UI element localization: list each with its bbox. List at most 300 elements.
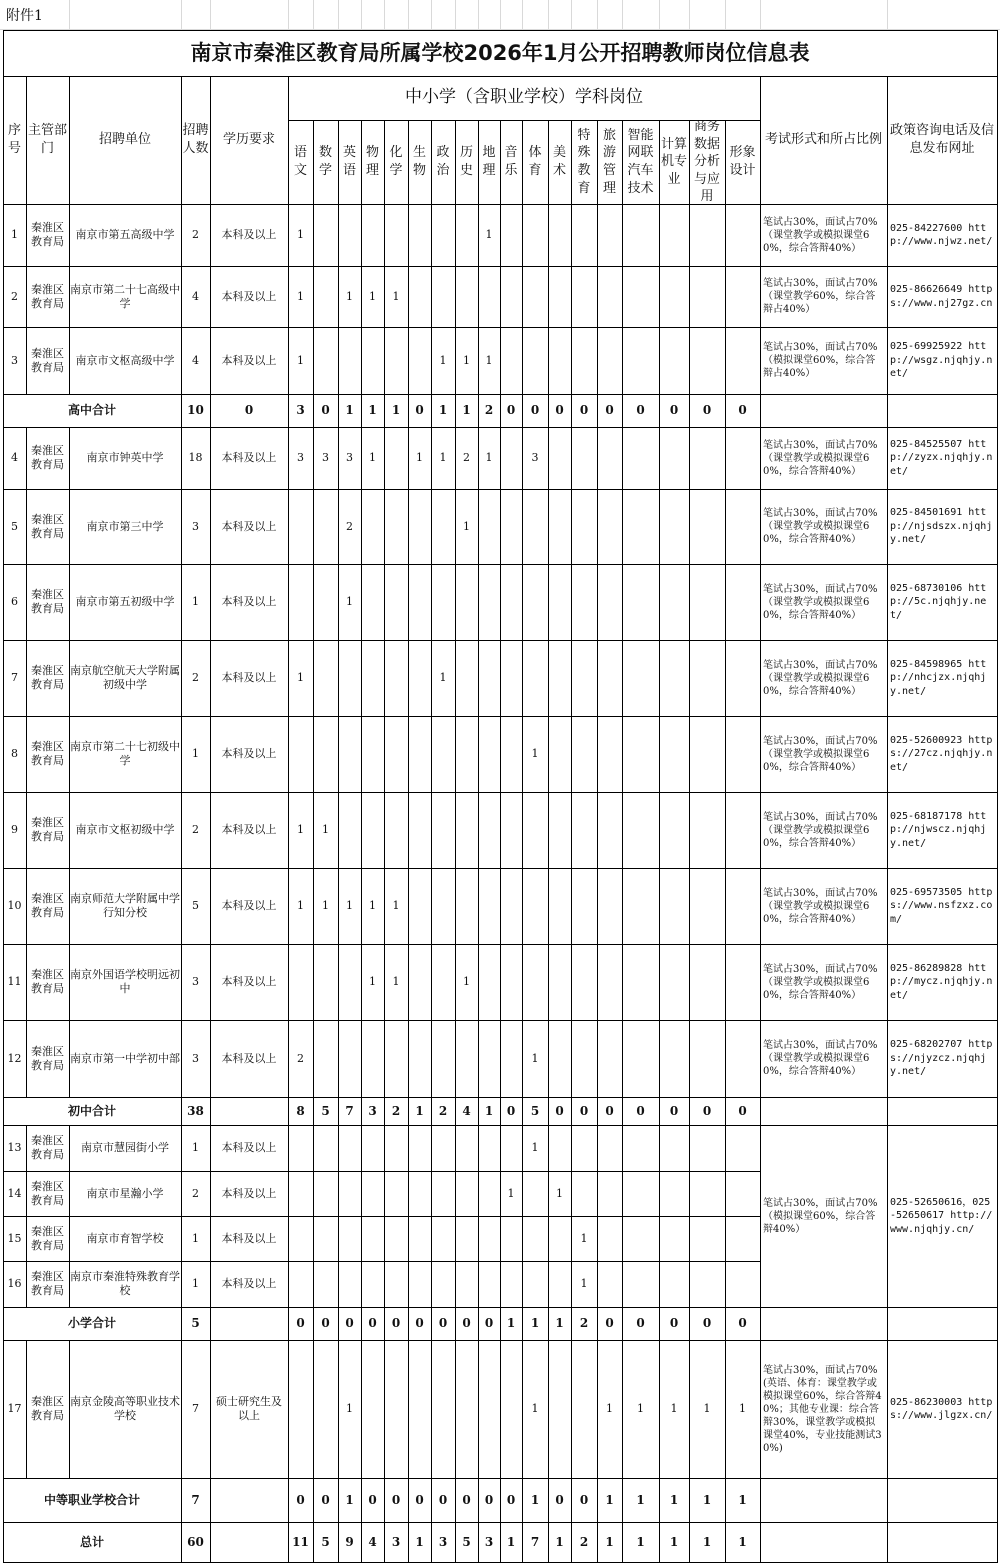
row-subject-value	[571, 868, 597, 944]
row-subject-value	[622, 1020, 659, 1097]
row-subject-value	[384, 427, 408, 489]
header-subject-6: 政治	[436, 145, 450, 178]
row-subject-value	[622, 564, 659, 640]
row-dept: 秦淮区教育局	[31, 346, 64, 374]
subtotal-value: 5	[462, 1534, 471, 1549]
row-subject-value	[725, 868, 760, 944]
row-subject-value	[725, 792, 760, 868]
row-subject-value	[478, 868, 500, 944]
subtotal-value: 1	[462, 403, 471, 417]
row-subject-value	[338, 1216, 361, 1261]
row-count: 18	[188, 451, 203, 465]
row-subject-value	[478, 792, 500, 868]
exam-format-primary: 笔试占30%，面试占70%（模拟课堂60%，综合答辩40%）	[763, 1197, 878, 1235]
row-subject-value	[431, 1261, 455, 1307]
row-dept: 秦淮区教育局	[31, 664, 64, 691]
subtotal-value: 1	[506, 1534, 516, 1549]
row-subject-value: 1	[507, 1186, 515, 1200]
row-edu: 本科及以上	[221, 451, 277, 465]
row-subject-value	[725, 564, 760, 640]
row-edu: 本科及以上	[221, 1141, 277, 1155]
contact-info: 025-68202707 https://njyzcz.njqhjy.net/	[890, 1039, 993, 1078]
row-unit: 南京市第二十七高级中学	[70, 282, 180, 310]
row-subject-value	[571, 944, 597, 1020]
header-subject-11: 美术	[552, 145, 566, 178]
row-subject-value: 1	[297, 353, 304, 367]
subtotal-value: 1	[345, 403, 354, 417]
subtotal-value: 1	[415, 1103, 424, 1118]
row-subject-value	[288, 1216, 313, 1261]
row-subject-value	[500, 564, 522, 640]
row-subject-value	[338, 1261, 361, 1307]
subtotal-value: 8	[296, 1103, 305, 1118]
subtotal-value: 0	[484, 1492, 494, 1507]
row-subject-value	[597, 944, 622, 1020]
row-subject-value	[689, 1020, 725, 1097]
row-subject-value: 1	[297, 671, 304, 685]
row-subject-value	[361, 489, 384, 564]
row-subject-value: 1	[439, 353, 447, 367]
subtotal-value: 2	[579, 1534, 589, 1549]
row-subject-value	[338, 640, 361, 716]
subtotal-value: 1	[438, 403, 448, 417]
subtotal-value: 1	[484, 1103, 494, 1118]
exam-format: 笔试占30%，面试占70%（课堂教学或模拟课堂60%，综合答辩40%）	[763, 1040, 878, 1077]
row-count: 2	[192, 228, 199, 242]
header-exam: 考试形式和所占比例	[764, 132, 882, 148]
subtotal-value: 0	[579, 403, 589, 417]
row-seq: 4	[11, 451, 18, 465]
row-subject-value	[725, 1171, 760, 1216]
row-subject-value: 1	[369, 451, 376, 465]
row-subject-value	[725, 266, 760, 327]
row-subject-value	[384, 1020, 408, 1097]
row-subject-value	[522, 204, 548, 266]
row-edu: 本科及以上	[221, 289, 277, 303]
row-subject-value	[522, 489, 548, 564]
row-subject-value	[478, 1340, 500, 1478]
row-subject-value	[597, 564, 622, 640]
subtotal-value: 0	[462, 1316, 471, 1330]
row-subject-value	[659, 1171, 689, 1216]
subtotal-value: 1	[555, 1316, 564, 1330]
row-subject-value	[659, 327, 689, 394]
row-subject-value	[408, 868, 431, 944]
row-edu: 本科及以上	[221, 975, 277, 989]
row-subject-value: 1	[531, 1402, 539, 1416]
row-subject-value: 3	[297, 451, 304, 465]
subtotal-value: 0	[415, 1492, 424, 1507]
row-subject-value	[431, 489, 455, 564]
row-subject-value	[408, 1216, 431, 1261]
row-subject-value	[361, 1261, 384, 1307]
row-unit: 南京市文枢高级中学	[75, 353, 175, 367]
row-subject-value	[548, 204, 571, 266]
subtotal-value: 1	[669, 1492, 679, 1507]
row-subject-value: 1	[556, 1186, 563, 1200]
row-subject-value	[548, 1340, 571, 1478]
subtotal-value: 1	[368, 403, 377, 417]
header-subject-0: 语文	[293, 145, 307, 178]
row-subject-value	[548, 792, 571, 868]
row-subject-value	[288, 1261, 313, 1307]
subtotal-value: 1	[702, 1492, 712, 1507]
row-subject-value	[408, 1171, 431, 1216]
row-subject-value	[455, 1340, 478, 1478]
header-count: 招聘人数	[182, 123, 209, 156]
row-edu: 本科及以上	[221, 1277, 277, 1291]
row-subject-value	[571, 1020, 597, 1097]
header-subject-5: 生物	[412, 145, 426, 178]
row-subject-value	[689, 1261, 725, 1307]
row-seq: 16	[7, 1277, 22, 1291]
row-seq: 17	[7, 1402, 22, 1416]
row-subject-value	[408, 204, 431, 266]
row-subject-value	[725, 327, 760, 394]
row-dept: 秦淮区教育局	[31, 1134, 64, 1161]
row-subject-value	[571, 1340, 597, 1478]
row-subject-value	[313, 1340, 338, 1478]
row-subject-value	[571, 792, 597, 868]
row-unit: 南京航空航天大学附属初级中学	[70, 664, 180, 691]
row-subject-value	[548, 1216, 571, 1261]
row-dept: 秦淮区教育局	[31, 816, 64, 843]
subtotal-count: 7	[191, 1492, 200, 1507]
row-subject-value	[725, 716, 760, 792]
row-subject-value	[548, 427, 571, 489]
subtotal-value: 1	[605, 1492, 614, 1507]
subtotal-value: 3	[438, 1534, 448, 1549]
row-subject-value	[500, 1340, 522, 1478]
exam-format: 笔试占30%，面试占70%（课堂教学或模拟课堂60%，综合答辩40%）	[763, 508, 878, 545]
row-subject-value	[522, 1216, 548, 1261]
row-subject-value: 1	[297, 823, 304, 837]
row-edu: 本科及以上	[221, 1186, 277, 1200]
row-subject-value	[597, 204, 622, 266]
row-unit: 南京市第二十七初级中学	[70, 740, 180, 767]
row-subject-value	[361, 640, 384, 716]
row-subject-value	[597, 427, 622, 489]
subtotal-value: 0	[636, 1103, 645, 1118]
row-subject-value	[478, 1171, 500, 1216]
row-subject-value	[548, 327, 571, 394]
row-subject-value: 1	[463, 353, 470, 367]
subtotal-value: 0	[579, 1492, 589, 1507]
row-edu: 本科及以上	[221, 519, 277, 533]
row-subject-value	[597, 1261, 622, 1307]
row-subject-value	[361, 1340, 384, 1478]
row-subject-value: 1	[485, 228, 493, 242]
header-subject-1: 数学	[318, 145, 332, 178]
row-subject-value: 1	[637, 1402, 644, 1416]
row-subject-value: 1	[531, 747, 539, 761]
row-subject-value	[384, 204, 408, 266]
exam-format: 笔试占30%，面试占70%（课堂教学60%，综合答辩占40%）	[763, 278, 878, 315]
header-subject-8: 地理	[482, 145, 496, 178]
row-subject-value	[500, 1261, 522, 1307]
subtotal-value: 5	[321, 1103, 330, 1118]
row-subject-value	[408, 1020, 431, 1097]
row-subject-value	[288, 1171, 313, 1216]
row-dept: 秦淮区教育局	[31, 221, 64, 248]
row-subject-value	[408, 327, 431, 394]
contact-info: 025-84598965 http://nhcjzx.njqhjy.net/	[890, 658, 987, 697]
contact-info: 025-86230003 https://www.jlgzx.cn/	[890, 1396, 993, 1421]
row-subject-value	[659, 868, 689, 944]
row-edu: 本科及以上	[221, 353, 277, 367]
row-subject-value	[622, 1171, 659, 1216]
row-subject-value	[384, 1216, 408, 1261]
contact-info-primary: 025-52650616，025-52650617 http://www.njqhjy.cn/	[890, 1196, 993, 1235]
row-subject-value: 1	[322, 899, 329, 913]
subtotal-value: 1	[738, 1534, 747, 1549]
contact-info: 025-84501691 http://njsdszx.njqhjy.net/	[890, 507, 993, 546]
subtotal-value: 11	[292, 1534, 309, 1549]
row-subject-value	[548, 564, 571, 640]
row-subject-value: 1	[346, 595, 353, 609]
subtotal-value: 0	[391, 1316, 401, 1330]
subtotal-value: 0	[555, 1492, 564, 1507]
header-subject-3: 物理	[365, 145, 379, 178]
header-seq: 序号	[7, 123, 21, 156]
row-subject-value	[384, 1125, 408, 1171]
row-subject-value	[548, 1261, 571, 1307]
row-subject-value	[689, 868, 725, 944]
subtotal-value: 0	[555, 1103, 564, 1118]
row-subject-value	[431, 1020, 455, 1097]
row-subject-value: 3	[531, 451, 539, 465]
row-subject-value	[597, 1171, 622, 1216]
row-subject-value	[408, 1125, 431, 1171]
row-subject-value	[478, 266, 500, 327]
row-subject-value	[338, 792, 361, 868]
row-seq: 15	[7, 1231, 22, 1245]
row-subject-value	[522, 944, 548, 1020]
row-subject-value	[597, 327, 622, 394]
row-seq: 12	[7, 1051, 22, 1065]
row-subject-value	[455, 868, 478, 944]
row-subject-value	[548, 868, 571, 944]
subtotal-label: 小学合计	[67, 1316, 116, 1330]
row-subject-value	[478, 1261, 500, 1307]
row-count: 2	[192, 1186, 199, 1200]
subtotal-value: 1	[555, 1534, 564, 1549]
row-edu: 本科及以上	[221, 671, 277, 685]
row-subject-value: 1	[439, 451, 447, 465]
row-unit: 南京市育智学校	[86, 1231, 164, 1245]
subtotal-value: 1	[605, 1534, 614, 1549]
row-subject-value	[361, 1020, 384, 1097]
subtotal-value: 0	[738, 1103, 747, 1118]
subtotal-count: 5	[191, 1316, 200, 1330]
exam-format: 笔试占30%，面试占70%（课堂教学或模拟课堂60%，综合答辩40%）	[763, 439, 878, 477]
header-subject-17: 形象设计	[729, 145, 756, 178]
row-subject-value: 1	[485, 451, 493, 465]
row-seq: 7	[11, 671, 18, 685]
subtotal-value: 1	[636, 1534, 645, 1549]
row-count: 2	[192, 671, 199, 685]
subtotal-value: 0	[702, 1316, 712, 1330]
subtotal-value: 1	[702, 1534, 712, 1549]
row-subject-value	[689, 1216, 725, 1261]
row-subject-value	[622, 204, 659, 266]
row-subject-value	[571, 327, 597, 394]
subtotal-value: 0	[530, 403, 540, 417]
row-dept: 秦淮区教育局	[31, 1224, 64, 1252]
row-edu: 硕士研究生及以上	[216, 1395, 282, 1422]
row-subject-value	[408, 792, 431, 868]
row-subject-value	[689, 944, 725, 1020]
row-edu: 本科及以上	[221, 228, 277, 242]
row-subject-value	[659, 1125, 689, 1171]
row-subject-value	[338, 1020, 361, 1097]
subtotal-value: 0	[321, 1316, 330, 1330]
row-subject-value	[384, 327, 408, 394]
contact-info: 025-86626649 https://www.nj27gz.cn	[890, 284, 993, 309]
row-subject-value	[689, 266, 725, 327]
row-subject-value	[431, 1340, 455, 1478]
row-subject-value: 1	[392, 899, 400, 913]
row-subject-value: 1	[531, 1051, 539, 1065]
subtotal-value: 0	[738, 403, 747, 417]
row-subject-value	[548, 266, 571, 327]
row-subject-value	[313, 327, 338, 394]
subtotal-label: 中等职业学校合计	[43, 1492, 140, 1507]
row-dept: 秦淮区教育局	[31, 892, 64, 919]
row-subject-value: 1	[346, 899, 353, 913]
row-subject-value	[408, 266, 431, 327]
row-subject-value	[571, 1125, 597, 1171]
subtotal-value: 0	[415, 403, 424, 417]
subtotal-edu	[210, 1478, 288, 1522]
subtotal-value: 0	[636, 403, 645, 417]
row-subject-value	[571, 716, 597, 792]
exam-format: 笔试占30%，面试占70%（课堂教学或模拟课堂60%，综合答辩40%）	[763, 216, 878, 254]
subtotal-value: 1	[636, 1492, 645, 1507]
subtotal-value: 0	[438, 1492, 448, 1507]
row-seq: 14	[7, 1186, 22, 1200]
row-dept: 秦淮区教育局	[31, 1395, 64, 1422]
row-subject-value	[622, 944, 659, 1020]
subtotal-value: 4	[368, 1534, 377, 1549]
subtotal-count: 38	[187, 1103, 204, 1118]
row-subject-value	[597, 266, 622, 327]
row-seq: 13	[7, 1141, 22, 1155]
row-subject-value	[689, 1171, 725, 1216]
row-subject-value	[455, 564, 478, 640]
row-subject-value	[361, 1125, 384, 1171]
row-subject-value	[408, 564, 431, 640]
row-subject-value	[659, 944, 689, 1020]
row-subject-value	[455, 1020, 478, 1097]
row-subject-value	[548, 489, 571, 564]
subtotal-value: 2	[484, 403, 494, 417]
row-subject-value	[361, 564, 384, 640]
row-subject-value: 1	[580, 1277, 588, 1291]
subtotal-edu: 0	[244, 403, 254, 417]
row-subject-value	[384, 1261, 408, 1307]
subtotal-value: 1	[669, 1534, 679, 1549]
header-subject-10: 体育	[528, 145, 542, 178]
row-subject-value	[689, 1125, 725, 1171]
row-subject-value: 1	[369, 289, 376, 303]
header-subject-7: 历史	[459, 145, 473, 178]
row-subject-value	[455, 1171, 478, 1216]
row-edu: 本科及以上	[221, 595, 277, 609]
row-subject-value	[500, 327, 522, 394]
row-subject-value	[455, 266, 478, 327]
header-subject-2: 英语	[342, 145, 356, 178]
contact-info: 025-84227600 http://www.njwz.net/	[890, 222, 993, 247]
contact-info: 025-68730106 http://5c.njqhjy.net/	[890, 582, 987, 621]
row-subject-value	[500, 1020, 522, 1097]
row-subject-value	[408, 640, 431, 716]
row-dept: 秦淮区教育局	[31, 588, 64, 615]
row-subject-value	[689, 427, 725, 489]
row-subject-value	[478, 1125, 500, 1171]
subtotal-value: 1	[415, 1534, 424, 1549]
row-subject-value	[689, 327, 725, 394]
row-unit: 南京市文枢初级中学	[75, 823, 175, 837]
row-subject-value	[361, 792, 384, 868]
row-subject-value: 1	[485, 353, 493, 367]
subtotal-value: 0	[605, 1316, 614, 1330]
row-unit: 南京市第三中学	[86, 519, 164, 533]
row-seq: 3	[11, 353, 18, 367]
subtotal-value: 0	[462, 1492, 471, 1507]
subtotal-value: 0	[391, 1492, 401, 1507]
row-subject-value	[659, 1216, 689, 1261]
row-subject-value	[288, 1340, 313, 1478]
subtotal-value: 0	[605, 1103, 614, 1118]
row-subject-value	[455, 1216, 478, 1261]
row-subject-value	[361, 1171, 384, 1216]
row-subject-value	[313, 266, 338, 327]
subtotal-value: 3	[368, 1103, 377, 1118]
row-count: 3	[192, 975, 199, 989]
row-subject-value	[500, 266, 522, 327]
subtotal-value: 1	[530, 1316, 540, 1330]
row-unit: 南京市第五高级中学	[75, 228, 175, 242]
contact-info: 025-84525507 http://zyzx.njqhjy.net/	[890, 438, 993, 477]
row-subject-value	[431, 564, 455, 640]
header-subject-14: 智能网联汽车技术	[627, 127, 654, 196]
row-count: 4	[192, 353, 199, 367]
subtotal-value: 0	[636, 1316, 645, 1330]
row-subject-value	[659, 1020, 689, 1097]
row-subject-value	[500, 1216, 522, 1261]
row-edu: 本科及以上	[221, 1051, 277, 1065]
row-subject-value	[725, 1020, 760, 1097]
subtotal-value: 3	[296, 403, 305, 417]
row-count: 3	[192, 519, 199, 533]
row-seq: 5	[11, 519, 18, 533]
row-subject-value	[725, 944, 760, 1020]
row-subject-value: 1	[416, 451, 423, 465]
subtotal-value: 0	[296, 1316, 305, 1330]
exam-format: 笔试占30%，面试占70%（课堂教学或模拟课堂60%，综合答辩40%）	[763, 963, 878, 1001]
row-subject-value	[408, 1261, 431, 1307]
row-subject-value	[597, 640, 622, 716]
row-subject-value	[500, 792, 522, 868]
row-subject-value	[313, 204, 338, 266]
row-subject-value	[500, 944, 522, 1020]
subtotal-value: 0	[669, 403, 679, 417]
row-subject-value	[313, 489, 338, 564]
row-subject-value	[597, 868, 622, 944]
row-subject-value	[313, 1261, 338, 1307]
header-subject-12: 特殊教育	[577, 127, 591, 196]
